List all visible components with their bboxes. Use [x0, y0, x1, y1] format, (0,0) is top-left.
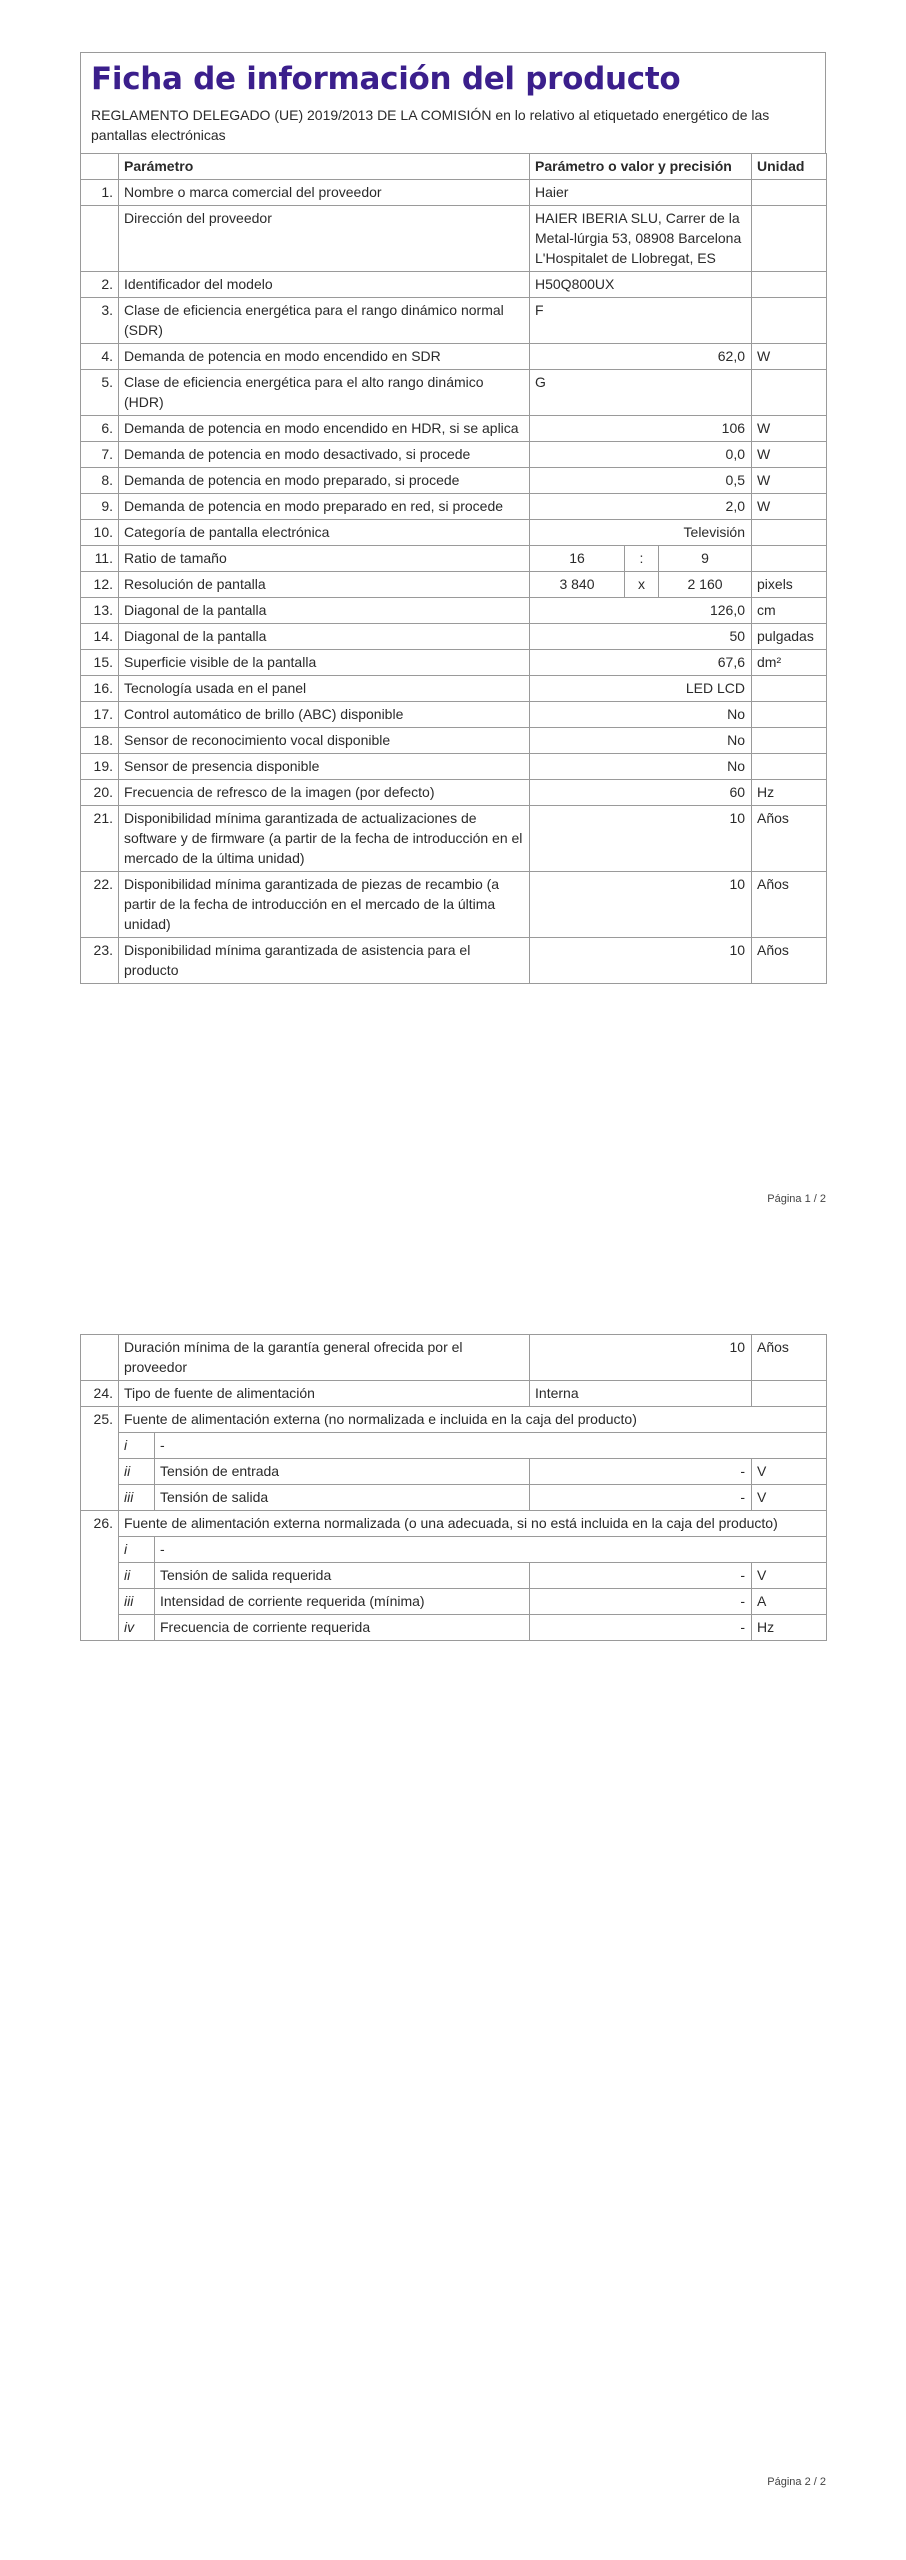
page-number: Página 1 / 2 — [767, 1193, 826, 1205]
table-row-25 — [81, 1407, 827, 1433]
row-unit — [752, 754, 827, 780]
sub-row — [81, 1589, 827, 1615]
row-parameter: Superficie visible de la pantalla — [119, 650, 530, 676]
table-row — [81, 546, 827, 572]
page-2 — [80, 1334, 826, 1641]
row-value: 106 — [530, 416, 752, 442]
row-number: 13. — [81, 598, 119, 624]
row-parameter: Frecuencia de refresco de la imagen (por defecto) — [119, 780, 530, 806]
row-value: 10 — [530, 1335, 752, 1381]
row-value: 67,6 — [530, 650, 752, 676]
table-row — [81, 442, 827, 468]
product-info-table-continued — [80, 1334, 827, 1641]
sub-row-label: Tensión de salida — [155, 1485, 530, 1511]
row-number: 21. — [81, 806, 119, 872]
row-unit: Años — [752, 938, 827, 984]
row-parameter: Control automático de brillo (ABC) disponible — [119, 702, 530, 728]
sub-row-unit: V — [752, 1485, 827, 1511]
table-row — [81, 676, 827, 702]
row-number: 1. — [81, 180, 119, 206]
row-unit — [752, 702, 827, 728]
row-unit: Hz — [752, 780, 827, 806]
sub-row-roman: ii — [119, 1459, 155, 1485]
row-value: LED LCD — [530, 676, 752, 702]
row-number: 16. — [81, 676, 119, 702]
row-number: 20. — [81, 780, 119, 806]
table-body — [81, 180, 827, 984]
row-unit: Años — [752, 872, 827, 938]
row-number: 11. — [81, 546, 119, 572]
row-unit: W — [752, 442, 827, 468]
table-row — [81, 780, 827, 806]
row-value: Haier — [530, 180, 752, 206]
row-number: 14. — [81, 624, 119, 650]
sub-row-value: - — [530, 1563, 752, 1589]
row-unit: pixels — [752, 572, 827, 598]
row-parameter: Sensor de reconocimiento vocal disponible — [119, 728, 530, 754]
table-row — [81, 572, 827, 598]
row-value: 2,0 — [530, 494, 752, 520]
table-row — [81, 728, 827, 754]
regulation-subtitle: REGLAMENTO DELEGADO (UE) 2019/2013 DE LA COMISIÓN en lo relativo al etiquetado energético de las pantallas electrónicas — [91, 107, 770, 143]
row-number: 19. — [81, 754, 119, 780]
row-value: F — [530, 298, 752, 344]
row-number: 8. — [81, 468, 119, 494]
row-parameter: Disponibilidad mínima garantizada de asistencia para el producto — [119, 938, 530, 984]
table-row — [81, 520, 827, 546]
sub-row — [81, 1537, 827, 1563]
row-unit — [752, 520, 827, 546]
sub-row — [81, 1459, 827, 1485]
row-unit — [752, 676, 827, 702]
row-parameter: Fuente de alimentación externa (no normalizada e incluida en la caja del producto) — [119, 1407, 827, 1433]
row-unit: dm² — [752, 650, 827, 676]
row-parameter: Demanda de potencia en modo encendido en HDR, si se aplica — [119, 416, 530, 442]
table-header-row — [81, 154, 827, 180]
row-unit: pulgadas — [752, 624, 827, 650]
sub-row-value: - — [530, 1589, 752, 1615]
sub-row-unit: V — [752, 1459, 827, 1485]
sub-row — [81, 1563, 827, 1589]
row-number: 22. — [81, 872, 119, 938]
row-number: 5. — [81, 370, 119, 416]
row-parameter: Categoría de pantalla electrónica — [119, 520, 530, 546]
row-parameter: Resolución de pantalla — [119, 572, 530, 598]
row-number: 10. — [81, 520, 119, 546]
row-parameter: Tecnología usada en el panel — [119, 676, 530, 702]
row-unit — [752, 298, 827, 344]
sub-row-roman: i — [119, 1537, 155, 1563]
row-parameter: Disponibilidad mínima garantizada de piezas de recambio (a partir de la fecha de introducción en el mercado de la última unidad) — [119, 872, 530, 938]
table-row — [81, 872, 827, 938]
row-unit — [752, 546, 827, 572]
row-value: 0,0 — [530, 442, 752, 468]
row-number: 4. — [81, 344, 119, 370]
table-row — [81, 650, 827, 676]
row-number: 7. — [81, 442, 119, 468]
row-unit: Años — [752, 1335, 827, 1381]
sub-row-label: Tensión de entrada — [155, 1459, 530, 1485]
table-row — [81, 344, 827, 370]
row-unit — [752, 180, 827, 206]
row-unit: W — [752, 494, 827, 520]
row-parameter: Duración mínima de la garantía general ofrecida por el proveedor — [119, 1335, 530, 1381]
sub-row-unit: A — [752, 1589, 827, 1615]
table-row — [81, 416, 827, 442]
row-number: 15. — [81, 650, 119, 676]
sub-row-roman: iv — [119, 1615, 155, 1641]
table-row — [81, 702, 827, 728]
row-parameter: Clase de eficiencia energética para el alto rango dinámico (HDR) — [119, 370, 530, 416]
row-value: Interna — [530, 1381, 752, 1407]
row-parameter: Identificador del modelo — [119, 272, 530, 298]
page-1 — [80, 52, 826, 984]
sub-row-label: - — [155, 1537, 827, 1563]
row-number: 3. — [81, 298, 119, 344]
row-number: 23. — [81, 938, 119, 984]
table-row — [81, 370, 827, 416]
row-unit: Años — [752, 806, 827, 872]
row-unit — [752, 272, 827, 298]
row-parameter: Dirección del proveedor — [119, 206, 530, 272]
table-row — [81, 468, 827, 494]
row-parameter: Clase de eficiencia energética para el rango dinámico normal (SDR) — [119, 298, 530, 344]
row-number — [81, 206, 119, 272]
table-row — [81, 806, 827, 872]
table-row-warranty — [81, 1335, 827, 1381]
header-parameter: Parámetro — [119, 154, 530, 180]
sub-row-roman: iii — [119, 1589, 155, 1615]
row-value-right: 2 160 — [659, 572, 752, 598]
row-parameter: Nombre o marca comercial del proveedor — [119, 180, 530, 206]
row-unit: W — [752, 468, 827, 494]
sub-row-label: Intensidad de corriente requerida (mínima) — [155, 1589, 530, 1615]
row-value: 60 — [530, 780, 752, 806]
row-value: HAIER IBERIA SLU, Carrer de la Metal-lúrgia 53, 08908 Barcelona L'Hospitalet de Llobregat, ES — [530, 206, 752, 272]
row-parameter: Sensor de presencia disponible — [119, 754, 530, 780]
row-number: 6. — [81, 416, 119, 442]
row-parameter: Demanda de potencia en modo encendido en SDR — [119, 344, 530, 370]
header-unit: Unidad — [752, 154, 827, 180]
row-parameter: Demanda de potencia en modo preparado en red, si procede — [119, 494, 530, 520]
row-parameter: Diagonal de la pantalla — [119, 624, 530, 650]
page-number: Página 2 / 2 — [767, 2476, 826, 2488]
row-value: 126,0 — [530, 598, 752, 624]
row-number — [81, 1335, 119, 1381]
sub-row-label: - — [155, 1433, 827, 1459]
row-unit: cm — [752, 598, 827, 624]
table-row — [81, 206, 827, 272]
sub-row-value: - — [530, 1459, 752, 1485]
table-row-24 — [81, 1381, 827, 1407]
row-value-left: 3 840 — [530, 572, 625, 598]
row-value: 50 — [530, 624, 752, 650]
row-number: 18. — [81, 728, 119, 754]
sub-row-unit: V — [752, 1563, 827, 1589]
table-row — [81, 272, 827, 298]
row-value: 10 — [530, 938, 752, 984]
sub-row-roman: i — [119, 1433, 155, 1459]
sub-row — [81, 1433, 827, 1459]
row-parameter: Fuente de alimentación externa normalizada (o una adecuada, si no está incluida en la caja del producto) — [119, 1511, 827, 1537]
table-row — [81, 938, 827, 984]
row-value: 10 — [530, 806, 752, 872]
product-info-table — [80, 153, 827, 984]
row-unit — [752, 370, 827, 416]
sub-row-roman: ii — [119, 1563, 155, 1589]
page-title: Ficha de información del producto — [91, 61, 681, 97]
sub-row-unit: Hz — [752, 1615, 827, 1641]
row-unit — [752, 1381, 827, 1407]
sub-row — [81, 1485, 827, 1511]
row-value: 62,0 — [530, 344, 752, 370]
row-parameter: Tipo de fuente de alimentación — [119, 1381, 530, 1407]
sub-row-value: - — [530, 1485, 752, 1511]
row-parameter: Disponibilidad mínima garantizada de actualizaciones de software y de firmware (a partir de la fecha de introducción en el mercado de la última unidad) — [119, 806, 530, 872]
table-row-26 — [81, 1511, 827, 1537]
row-value-right: 9 — [659, 546, 752, 572]
row-number: 26. — [81, 1511, 119, 1641]
row-value-left: 16 — [530, 546, 625, 572]
table-row — [81, 624, 827, 650]
row-unit: W — [752, 344, 827, 370]
row-number: 2. — [81, 272, 119, 298]
row-value-separator: : — [625, 546, 659, 572]
row-number: 25. — [81, 1407, 119, 1511]
sub-row-roman: iii — [119, 1485, 155, 1511]
row-parameter: Demanda de potencia en modo preparado, si procede — [119, 468, 530, 494]
row-unit: W — [752, 416, 827, 442]
row-value-separator: x — [625, 572, 659, 598]
sub-row-label: Frecuencia de corriente requerida — [155, 1615, 530, 1641]
header-number — [81, 154, 119, 180]
row-unit — [752, 728, 827, 754]
table-row — [81, 180, 827, 206]
row-parameter: Ratio de tamaño — [119, 546, 530, 572]
row-parameter: Demanda de potencia en modo desactivado, si procede — [119, 442, 530, 468]
row-value: No — [530, 702, 752, 728]
row-value: 10 — [530, 872, 752, 938]
sub-row — [81, 1615, 827, 1641]
row-value: H50Q800UX — [530, 272, 752, 298]
row-unit — [752, 206, 827, 272]
row-value: Televisión — [530, 520, 752, 546]
title-box — [80, 52, 826, 153]
table-row — [81, 598, 827, 624]
sub-row-value: - — [530, 1615, 752, 1641]
row-number: 12. — [81, 572, 119, 598]
row-number: 24. — [81, 1381, 119, 1407]
table-row — [81, 494, 827, 520]
sub-row-label: Tensión de salida requerida — [155, 1563, 530, 1589]
row-value: No — [530, 728, 752, 754]
table-row — [81, 754, 827, 780]
table-row — [81, 298, 827, 344]
row-number: 9. — [81, 494, 119, 520]
row-value: 0,5 — [530, 468, 752, 494]
row-value: G — [530, 370, 752, 416]
row-number: 17. — [81, 702, 119, 728]
header-value: Parámetro o valor y precisión — [530, 154, 752, 180]
row-parameter: Diagonal de la pantalla — [119, 598, 530, 624]
row-value: No — [530, 754, 752, 780]
